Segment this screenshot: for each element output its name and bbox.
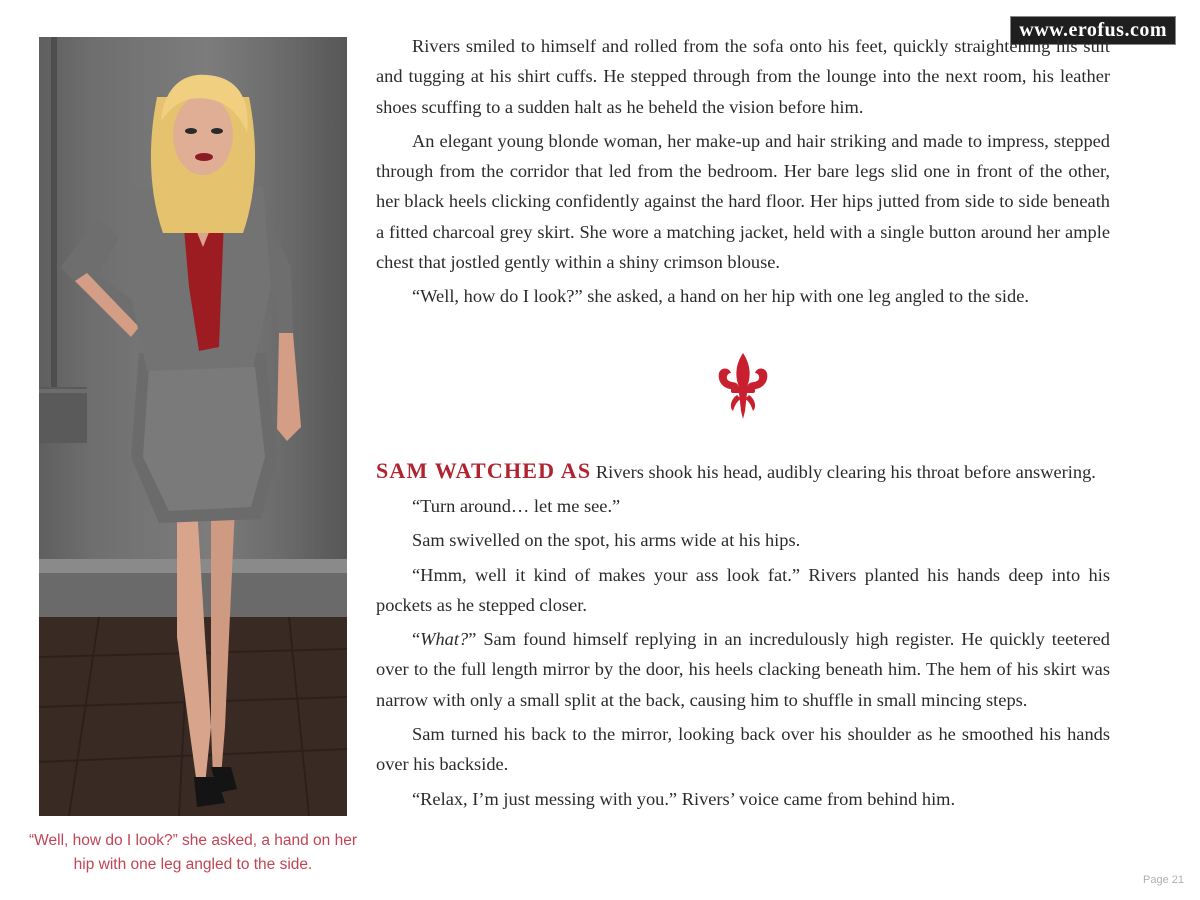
italic-word: What? <box>420 629 469 650</box>
page-number: Page 21 <box>1143 874 1184 886</box>
open-quote: “ <box>412 629 421 650</box>
paragraph: “Turn around… let me see.” <box>412 495 621 516</box>
section-divider <box>376 316 1110 456</box>
paragraph: An elegant young blonde woman, her make-up and hair striking and made to impress, stepped through from the corridor that led from the bedroom. Her bare legs slid one in front of the other, her black heels clicking confidently against the hard floor. Her hips jutted from side to side beneath a fitted charcoal grey skirt. She wore a matching jacket, held with a single button around her ample chest that jostled gently within a shiny crimson blouse. <box>376 130 1110 273</box>
paragraph-lead <box>376 456 1110 487</box>
paragraph: “Hmm, well it kind of makes your ass look fat.” Rivers planted his hands deep into his pockets as he stepped closer. <box>376 564 1110 615</box>
paragraph: “Well, how do I look?” she asked, a hand on her hip with one leg angled to the side. <box>412 286 1029 307</box>
figure-caption: “Well, how do I look?” she asked, a hand on her hip with one leg angled to the side. <box>29 832 357 873</box>
woman-in-suit-illustration <box>39 37 347 816</box>
wall-outlet <box>39 387 87 443</box>
paragraph: Sam swivelled on the spot, his arms wide at his hips. <box>412 530 801 551</box>
paragraph <box>376 624 1110 715</box>
paragraph: “Relax, I’m just messing with you.” Rivers’ voice came from behind him. <box>412 788 956 809</box>
paragraph: Rivers smiled to himself and rolled from the sofa onto his feet, quickly straightening his suit and tugging at his shirt cuffs. He stepped through from the lounge into the next room, his leather shoes scuffing to a sudden halt as he beheld the vision before him. <box>376 36 1110 117</box>
face <box>173 95 233 175</box>
illustration <box>39 37 347 816</box>
paragraph: Sam turned his back to the mirror, looking back over his shoulder as he smoothed his hands over his backside. <box>376 724 1110 775</box>
wall-seam <box>51 37 57 387</box>
lead-rest: Rivers shook his head, audibly clearing his throat before answering. <box>591 461 1096 482</box>
paragraph-rest: ” Sam found himself replying in an incredulously high register. He quickly teetered over to the full length mirror by the door, his heels clacking beneath him. The hem of his skirt was narrow with only a small split at the back, causing him to shuffle in small mincing steps. <box>376 629 1110 710</box>
watermark: www.erofus.com <box>1010 16 1176 45</box>
fleur-de-lis-icon <box>715 351 771 421</box>
arm <box>277 333 301 441</box>
story-text <box>376 31 1110 818</box>
lead-in: SAM WATCHED AS <box>376 457 592 483</box>
